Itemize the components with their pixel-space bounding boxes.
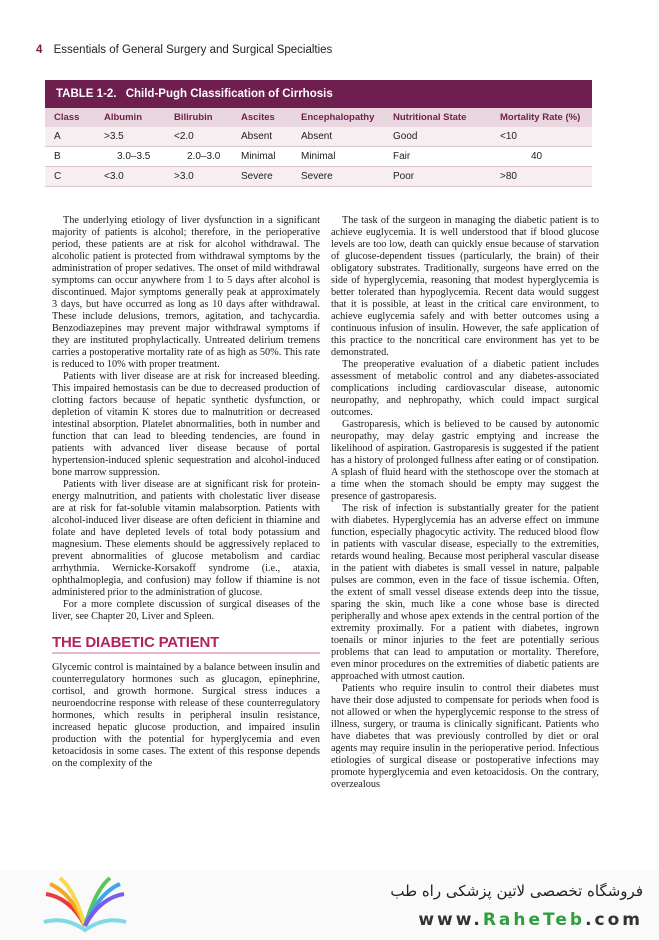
cell-class: A: [45, 127, 95, 147]
table-grid: [45, 108, 592, 187]
watermark-band: [0, 870, 659, 940]
cell-albumin: 3.0–3.5: [95, 147, 165, 167]
cell-encephalopathy: Severe: [292, 167, 384, 187]
child-pugh-table: [45, 80, 592, 187]
col-header-nutritional-state: Nutritional State: [384, 108, 491, 127]
body-paragraph: Patients with liver disease are at risk for increased bleeding. This impaired hemostasis can be due to decreased production of clotting factors because of hepatic synthetic dysfunction, or depletion of vitamin K stores due to malnutrition or decreased intestinal absorption. Platelet abnormalities, both in number and function that can lead to bleeding tendencies, are found in patients with advanced liver disease because of portal hypertension-induced splenic sequestration and alcohol-induced bone marrow suppression.: [52, 371, 320, 478]
running-title: Essentials of General Surgery and Surgical Specialties: [53, 44, 333, 56]
col-header-mortality-rate: Mortality Rate (%): [491, 108, 592, 127]
table-title: Child-Pugh Classification of Cirrhosis: [125, 88, 333, 100]
cell-ascites: Absent: [232, 127, 292, 147]
url-suffix: .com: [585, 910, 643, 930]
body-paragraph: The risk of infection is substantially greater for the patient with diabetes. Hyperglycemia has an adverse effect on immune function, especially phagocytic activity. The reduced blood flow in patients with vascular disease, especially to the extremities, retards wound healing. Because most peripheral vascular disease in the patient with diabetes is small vessel in nature, palpable pulses are common, even in the face of tissue ischemia. Often, the extent of small vessel disease extends deep into the tissue, sparing the skin, much like a cone whose base is directed peripherally and whose apex extends in the central portion of the extremity proximally. For a patient with diabetes, ingrown toenails or minor injuries to the feet are potentially serious problems that can lead to amputation or mortality. Therefore, even minor procedures on the extremities of diabetic patients are approached with utmost caution.: [331, 503, 599, 682]
url-brand: RaheTeb: [482, 910, 586, 930]
left-text-column: [52, 215, 320, 770]
col-header-ascites: Ascites: [232, 108, 292, 127]
cell-class: B: [45, 147, 95, 167]
book-logo-icon: [40, 876, 130, 934]
cell-bilirubin: 2.0–3.0: [165, 147, 232, 167]
cell-class: C: [45, 167, 95, 187]
body-paragraph: Patients who require insulin to control their diabetes must have their dose adjusted to compensate for periods when food is not allowed or when the hyperglycemic response to the stress of illness, surgery, or trauma is clinically significant. Patients who have diabetes that was previously controlled by diet or oral agents may require insulin in the perioperative period. Infectious etiologies of surgical disease or postoperative infections may promote hyperglycemia and even ketoacidosis. On the contrary, overzealous: [331, 683, 599, 790]
cell-ascites: Severe: [232, 167, 292, 187]
shop-name: فروشگاه تخصصی لاتین پزشکی راه طب: [390, 882, 643, 900]
body-paragraph: Patients with liver disease are at significant risk for protein-energy malnutrition, and patients with cholestatic liver disease are at risk for fat-soluble vitamin malabsorption. Patients with alcohol-induced liver disease are often deficient in thiamine and folate and have depleted levels of total body potassium and magnesium. These elements should be aggressively replaced to prevent abnormalities of glucose metabolism and cardiac arrhythmia. Wernicke-Korsakoff syndrome (i.e., ataxia, ophthalmoplegia, and confusion) may follow if thiamine is not administered prior to the administration of glucose.: [52, 479, 320, 598]
body-paragraph: The preoperative evaluation of a diabetic patient includes assessment of metabolic control and any diabetes-associated complications including cardiovascular disease, autonomic neuropathy, and nephropathy, which could impact surgical outcomes.: [331, 359, 599, 418]
shop-url[interactable]: [418, 910, 643, 930]
body-paragraph: Gastroparesis, which is believed to be caused by autonomic neuropathy, may delay gastric emptying and increase the likelihood of aspiration. Gastroparesis is suggested if the patient has a history of prolonged fullness after eating or of constipation. A splash of fluid heard with the stethoscope over the stomach at a time when the stomach should be empty may suggest the presence of gastroparesis.: [331, 419, 599, 502]
cell-nutritional-state: Poor: [384, 167, 491, 187]
cell-encephalopathy: Absent: [292, 127, 384, 147]
table-header-row: [45, 108, 592, 127]
cell-nutritional-state: Good: [384, 127, 491, 147]
body-paragraph: The task of the surgeon in managing the diabetic patient is to achieve euglycemia. It is well understood that if blood glucose levels are too low, death can quickly ensue because of starvation of glucose-dependent tissues (particularly, the brain) of their obligatory substrates. Traditionally, surgeons have erred on the side of hyperglycemia, reasoning that modest hyperglycemia is better tolerated than hypoglycemia. Recent data would suggest that it is possible, at least in the critical care environment, to achieve euglycemia safely and with better outcomes using a continuous infusion of insulin. However, the safe application of this practice to the noncritical care environment has yet to be demonstrated.: [331, 215, 599, 358]
col-header-encephalopathy: Encephalopathy: [292, 108, 384, 127]
table-row: [45, 147, 592, 167]
cell-mortality-rate: 40: [491, 147, 592, 167]
right-text-column: [331, 215, 599, 791]
running-head: [36, 44, 332, 56]
body-paragraph: Glycemic control is maintained by a balance between insulin and counterregulatory hormones such as glucagon, epinephrine, cortisol, and growth hormone. Surgical stress induces a neuroendocrine response with release of these counterregulatory hormones, which results in peripheral insulin resistance, increased hepatic glucose production, and impaired insulin production with the potential for hyperglycemia and even ketoacidosis in some cases. The extent of this response depends on the complexity of the: [52, 662, 320, 769]
col-header-bilirubin: Bilirubin: [165, 108, 232, 127]
cell-nutritional-state: Fair: [384, 147, 491, 167]
cell-mortality-rate: >80: [491, 167, 592, 187]
table-row: [45, 167, 592, 187]
body-paragraph: The underlying etiology of liver dysfunction in a significant majority of patients is alcohol; therefore, in the perioperative period, these patients are at risk for alcohol withdrawal. The alcoholic patient is protected from withdrawal symptoms by the administration of proper sedatives. The onset of mild withdrawal symptoms can occur anywhere from 1 to 5 days after alcohol is discontinued. Major symptoms generally peak at approximately 3 days, but have occurred as long as 10 days after withdrawal. These include delusions, tremors, agitation, and tachycardia. Benzodiazepines may prevent major withdrawal symptoms if they are instituted prophylactically. Untreated delirium tremens carries a postoperative mortality rate of as high as 50%. This rate is reduced to 10% with proper treatment.: [52, 215, 320, 370]
cell-encephalopathy: Minimal: [292, 147, 384, 167]
cell-albumin: >3.5: [95, 127, 165, 147]
cell-ascites: Minimal: [232, 147, 292, 167]
table-number: TABLE 1-2.: [56, 88, 117, 100]
cell-bilirubin: <2.0: [165, 127, 232, 147]
col-header-albumin: Albumin: [95, 108, 165, 127]
cell-mortality-rate: <10: [491, 127, 592, 147]
body-paragraph: For a more complete discussion of surgical diseases of the liver, see Chapter 20, Liver and Spleen.: [52, 599, 320, 622]
cell-albumin: <3.0: [95, 167, 165, 187]
page-number: 4: [36, 44, 43, 56]
cell-bilirubin: >3.0: [165, 167, 232, 187]
section-heading: THE DIABETIC PATIENT: [52, 637, 320, 654]
url-prefix: www.: [418, 910, 483, 930]
col-header-class: Class: [45, 108, 95, 127]
table-row: [45, 127, 592, 147]
table-title-bar: [45, 80, 592, 108]
